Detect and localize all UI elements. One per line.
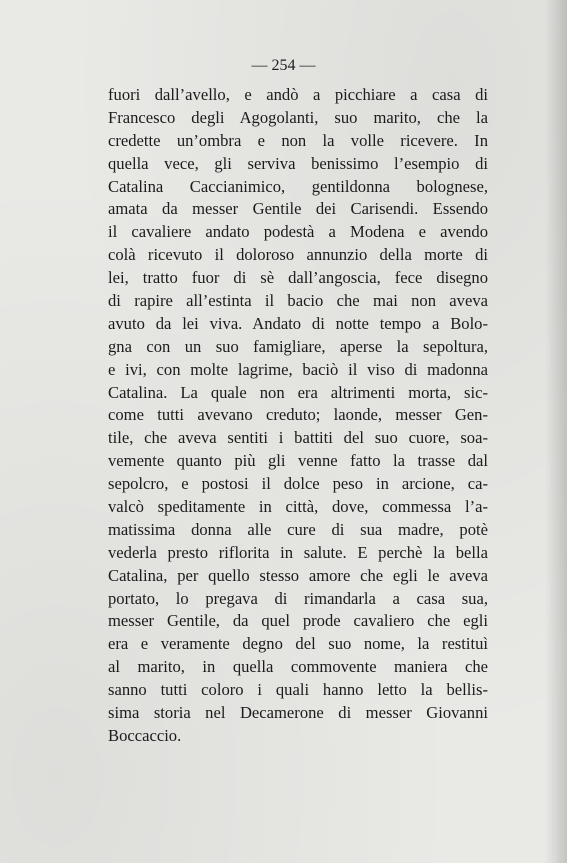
text-line: portato, lo pregava di rimandarla a casa sua, xyxy=(108,588,488,608)
text-line: vemente quanto più gli venne fatto la trasse dal xyxy=(108,451,488,471)
text-line: fuori dall’avello, e andò a picchiare a casa di xyxy=(108,85,488,104)
body-text xyxy=(108,84,488,748)
text-line: sanno tutti coloro i quali hanno letto la bellis- xyxy=(108,680,488,700)
text-line: Catalina. La quale non era altrimenti morta, sic- xyxy=(108,382,488,402)
text-line: avuto da lei viva. Andato di notte tempo a Bolo- xyxy=(108,313,488,333)
text-line: Francesco degli Agogolanti, suo marito, che la xyxy=(108,107,488,127)
text-line: Catalina Caccianimico, gentildonna bolognese, xyxy=(108,176,488,196)
text-line: era e veramente degno del suo nome, la restituì xyxy=(108,634,488,654)
text-line: e ivi, con molte lagrime, baciò il viso di madonna xyxy=(108,359,488,379)
page-edge-shadow xyxy=(545,0,567,863)
text-line: Catalina, per quello stesso amore che egli le aveva xyxy=(108,565,488,585)
text-line: colà ricevuto il doloroso annunzio della morte di xyxy=(108,245,488,265)
text-line: il cavaliere andato podestà a Modena e avendo xyxy=(108,222,488,242)
text-line: matissima donna alle cure di sua madre, potè xyxy=(108,519,488,539)
page-number: — 254 — xyxy=(251,57,316,74)
text-line: vederla presto riflorita in salute. E perchè la bella xyxy=(108,542,488,562)
text-line: messer Gentile, da quel prode cavaliero che egli xyxy=(108,611,488,631)
text-line: lei, tratto fuor di sè dall’angoscia, fece disegno xyxy=(108,268,488,288)
text-line: tile, che aveva sentiti i battiti del suo cuore, soa- xyxy=(108,428,488,448)
text-line: sepolcro, e postosi il dolce peso in arcione, ca- xyxy=(108,474,488,494)
text-line: al marito, in quella commovente maniera che xyxy=(108,657,488,677)
text-line: come tutti avevano creduto; laonde, messer Gen- xyxy=(108,405,488,425)
text-line: credette un’ombra e non la volle ricevere. In xyxy=(108,130,488,150)
text-line: amata da messer Gentile dei Carisendi. Essendo xyxy=(108,199,488,219)
text-line: valcò speditamente in città, dove, commessa l’a- xyxy=(108,497,488,517)
text-line: sima storia nel Decamerone di messer Giovanni xyxy=(108,703,488,723)
text-line: quella vece, gli serviva benissimo l’esempio di xyxy=(108,153,488,173)
text-line: Boccaccio. xyxy=(108,725,182,745)
text-line: gna con un suo famigliare, aperse la sepoltura, xyxy=(108,336,488,356)
text-line: di rapire all’estinta il bacio che mai non aveva xyxy=(108,291,488,311)
